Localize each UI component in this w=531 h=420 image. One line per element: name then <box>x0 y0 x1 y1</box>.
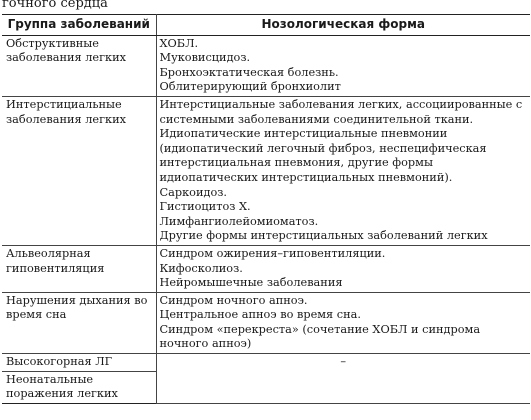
form-item: Кифосколиоз. <box>159 261 243 275</box>
group-cell: Обструктивные заболевания легких <box>2 35 156 96</box>
form-item: Бронхоэктатическая болезнь. <box>159 65 339 79</box>
header-group: Группа заболеваний <box>2 15 156 36</box>
form-item: Муковисцидоз. <box>159 51 251 65</box>
form-item: Лимфангиолейомиоматоз. <box>159 214 319 228</box>
form-item: Нейромышечные заболевания <box>159 276 343 290</box>
table-header-row <box>2 15 530 36</box>
table-row <box>2 245 530 292</box>
form-item: Центральное апноэ во время сна. <box>159 308 361 322</box>
form-item: Синдром ожирения–гиповентиляции. <box>159 246 386 260</box>
forms-cell <box>156 292 530 353</box>
form-item: Идиопатические интерстициальные пневмонии (идиопатический легочный фиброз, неспецифическая интерстициальная пневмония, другие формы идиопатических интерстициальных пневмоний). <box>159 127 487 184</box>
group-cell: Альвеолярная гиповентиляция <box>2 245 156 292</box>
table-row <box>2 96 530 245</box>
form-item: Синдром «перекреста» (сочетание ХОБЛ и синдрома ночного апноэ) <box>159 322 481 351</box>
forms-cell <box>156 96 530 245</box>
form-item: ХОБЛ. <box>159 36 199 50</box>
forms-cell <box>156 245 530 292</box>
forms-cell <box>156 35 530 96</box>
empty-forms-cell: – <box>156 354 530 404</box>
disease-table <box>2 14 530 404</box>
table-row <box>2 354 530 372</box>
header-form: Нозологическая форма <box>156 15 530 36</box>
form-item: Саркоидоз. <box>159 185 228 199</box>
form-item: Гистиоцитоз Х. <box>159 200 251 214</box>
table-row <box>2 35 530 96</box>
group-cell: Нарушения дыхания во время сна <box>2 292 156 353</box>
form-item: Интерстициальные заболевания легких, ассоциированные с системными заболеваниями соединительной ткани. <box>159 97 523 126</box>
group-cell: Высокогорная ЛГ <box>2 354 156 372</box>
table-caption: гочного сердца <box>2 0 108 11</box>
table-row <box>2 292 530 353</box>
form-item: Другие формы интерстициальных заболеваний легких <box>159 229 488 243</box>
form-item: Облитерирующий бронхиолит <box>159 80 341 94</box>
group-cell: Интерстициальные заболевания легких <box>2 96 156 245</box>
group-cell: Неонатальные поражения легких <box>2 371 156 403</box>
form-item: Синдром ночного апноэ. <box>159 293 308 307</box>
